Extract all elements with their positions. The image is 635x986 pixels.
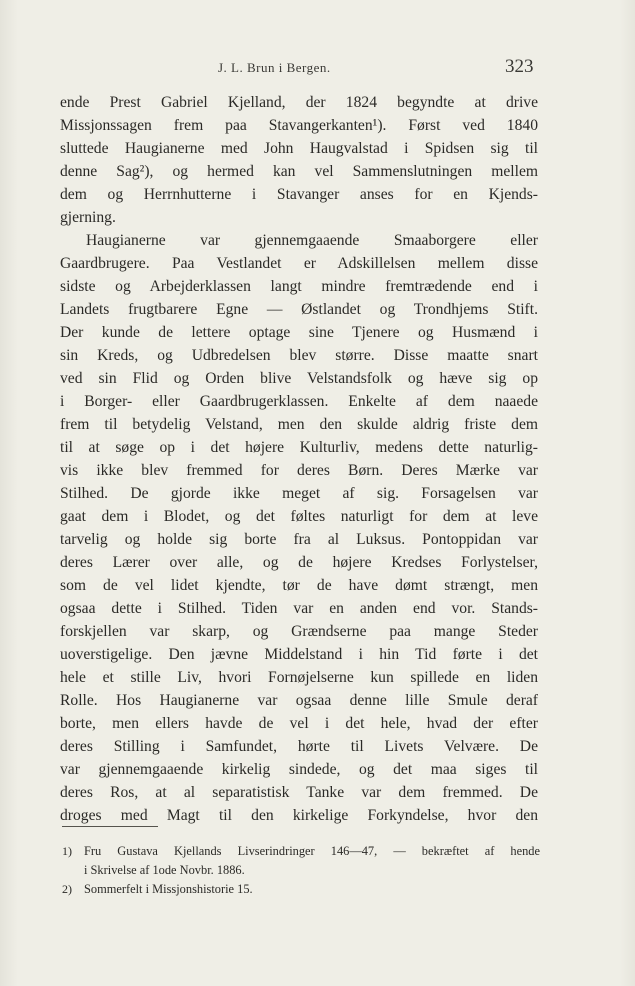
text-line: i Borger- eller Gaardbrugerklassen. Enkelte af dem naaede	[60, 393, 538, 410]
text-line: borte, men ellers havde de vel i det hele, hvad der efter	[60, 715, 538, 732]
text-line: var gjennemgaaende kirkelig sindede, og det maa siges til	[60, 761, 538, 778]
text-line: frem til betydelig Velstand, men den skulde aldrig friste dem	[60, 416, 538, 433]
text-line: deres Lærer over alle, og de højere Kredses Forlystelser,	[60, 554, 538, 571]
text-line: tarvelig og holde sig borte fra al Luksus. Pontoppidan var	[60, 531, 538, 548]
text-line: ende Prest Gabriel Kjelland, der 1824 begyndte at drive	[60, 94, 538, 111]
footnote-text: Sommerfelt i Missjonshistorie 15.	[84, 882, 253, 896]
text-line: Stilhed. De gjorde ikke meget af sig. Forsagelsen var	[60, 485, 538, 502]
text-line: til at søge op i det højere Kulturliv, medens dette naturlig-	[60, 439, 538, 456]
text-line: ved sin Flid og Orden blive Velstandsfolk og hæve sig op	[60, 370, 538, 387]
footnote-2	[62, 880, 540, 899]
text-line: denne Sag²), og hermed kan vel Sammenslutningen mellem	[60, 163, 538, 180]
text-line: Gaardbrugere. Paa Vestlandet er Adskillelsen mellem disse	[60, 255, 538, 272]
footnote-marker: 1)	[62, 844, 72, 858]
footnote-marker: 2)	[62, 882, 72, 896]
text-line: Missjonssagen frem paa Stavangerkanten¹). Først ved 1840	[60, 117, 538, 134]
page-header	[0, 56, 635, 82]
text-line: sluttede Haugianerne med John Haugvalstad i Spidsen sig til	[60, 140, 538, 157]
text-line: Rolle. Hos Haugianerne var ogsaa denne lille Smule deraf	[60, 692, 538, 709]
text-line: Landets frugtbarere Egne — Østlandet og Trondhjems Stift.	[60, 301, 538, 318]
text-line: gjerning.	[60, 209, 116, 226]
text-line: som de vel lidet kjendte, tør de have dømt strængt, men	[60, 577, 538, 594]
footnote-1	[62, 842, 540, 861]
text-line: dem og Herrnhutterne i Stavanger anses for en Kjends-	[60, 186, 538, 203]
text-line: uoverstigelige. Den jævne Middelstand i hin Tid førte i det	[60, 646, 538, 663]
running-head: J. L. Brun i Bergen.	[218, 60, 331, 75]
footnote-text: Fru Gustava Kjellands Livserindringer 146—47, — bekræftet af hende	[84, 844, 540, 858]
text-line: deres Ros, at al separatistisk Tanke var dem fremmed. De	[60, 784, 538, 801]
text-line: gaat dem i Blodet, og det føltes naturligt for dem at leve	[60, 508, 538, 525]
text-line: forskjellen var skarp, og Grændserne paa mange Steder	[60, 623, 538, 640]
body-text	[60, 91, 538, 827]
text-line: Der kunde de lettere optage sine Tjenere og Husmænd i	[60, 324, 538, 341]
page-number: 323	[505, 56, 534, 77]
footnote-divider	[62, 826, 158, 827]
text-line: Haugianerne var gjennemgaaende Smaaborgere eller	[86, 232, 538, 249]
text-line: vis ikke blev fremmed for deres Børn. Deres Mærke var	[60, 462, 538, 479]
text-line: ogsaa dette i Stilhed. Tiden var en anden end vor. Stands-	[60, 600, 538, 617]
text-line: hele et stille Liv, hvori Fornøjelserne kun spillede en liden	[60, 669, 538, 686]
text-line: deres Stilling i Samfundet, hørte til Livets Velvære. De	[60, 738, 538, 755]
footnote-1-continued: i Skrivelse af 1ode Novbr. 1886.	[84, 863, 245, 877]
text-line: droges med Magt til den kirkelige Forkyndelse, hvor den	[60, 807, 538, 824]
footnotes	[62, 842, 540, 899]
text-line: sin Kreds, og Udbredelsen blev større. Disse maatte snart	[60, 347, 538, 364]
text-line: sidste og Arbejderklassen langt mindre fremtrædende end i	[60, 278, 538, 295]
